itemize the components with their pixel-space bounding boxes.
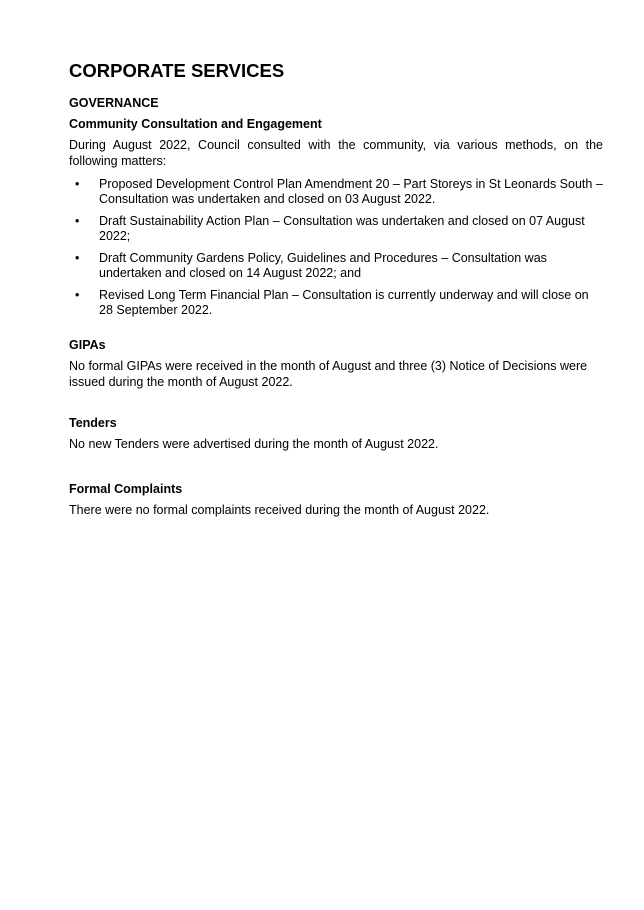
list-item — [69, 177, 603, 207]
complaints-text: There were no formal complaints received during the month of August 2022. — [69, 503, 490, 517]
consultation-list — [69, 177, 603, 318]
complaints-heading: Formal Complaints — [69, 482, 183, 496]
bullet-icon: • — [75, 251, 80, 265]
gipas-text: No formal GIPAs were received in the month of August and three (3) Notice of Decisions were issued during the month of August 2022. — [69, 359, 588, 389]
tenders-text: No new Tenders were advertised during the month of August 2022. — [69, 437, 439, 451]
document-page — [69, 60, 603, 518]
list-item — [69, 251, 603, 281]
tenders-heading: Tenders — [69, 416, 117, 430]
list-item — [69, 288, 603, 318]
bullet-icon: • — [75, 288, 80, 302]
list-item — [69, 214, 603, 244]
consultation-heading: Community Consultation and Engagement — [69, 117, 322, 131]
page-title: CORPORATE SERVICES — [69, 60, 285, 81]
governance-heading: GOVERNANCE — [69, 96, 159, 110]
consultation-intro: During August 2022, Council consulted with the community, via various methods, on the following matters: — [69, 138, 603, 168]
list-item-text: Draft Sustainability Action Plan – Consultation was undertaken and closed on 07 August 2022; — [99, 214, 585, 243]
bullet-icon: • — [75, 177, 80, 191]
list-item-text: Revised Long Term Financial Plan – Consultation is currently underway and will close on 28 September 2022. — [99, 288, 589, 317]
gipas-heading: GIPAs — [69, 338, 106, 352]
list-item-text: Proposed Development Control Plan Amendment 20 – Part Storeys in St Leonards South – Consultation was undertaken and closed on 03 August 2022. — [99, 177, 603, 206]
list-item-text: Draft Community Gardens Policy, Guidelines and Procedures – Consultation was undertaken and closed on 14 August 2022; and — [99, 251, 547, 280]
bullet-icon: • — [75, 214, 80, 228]
